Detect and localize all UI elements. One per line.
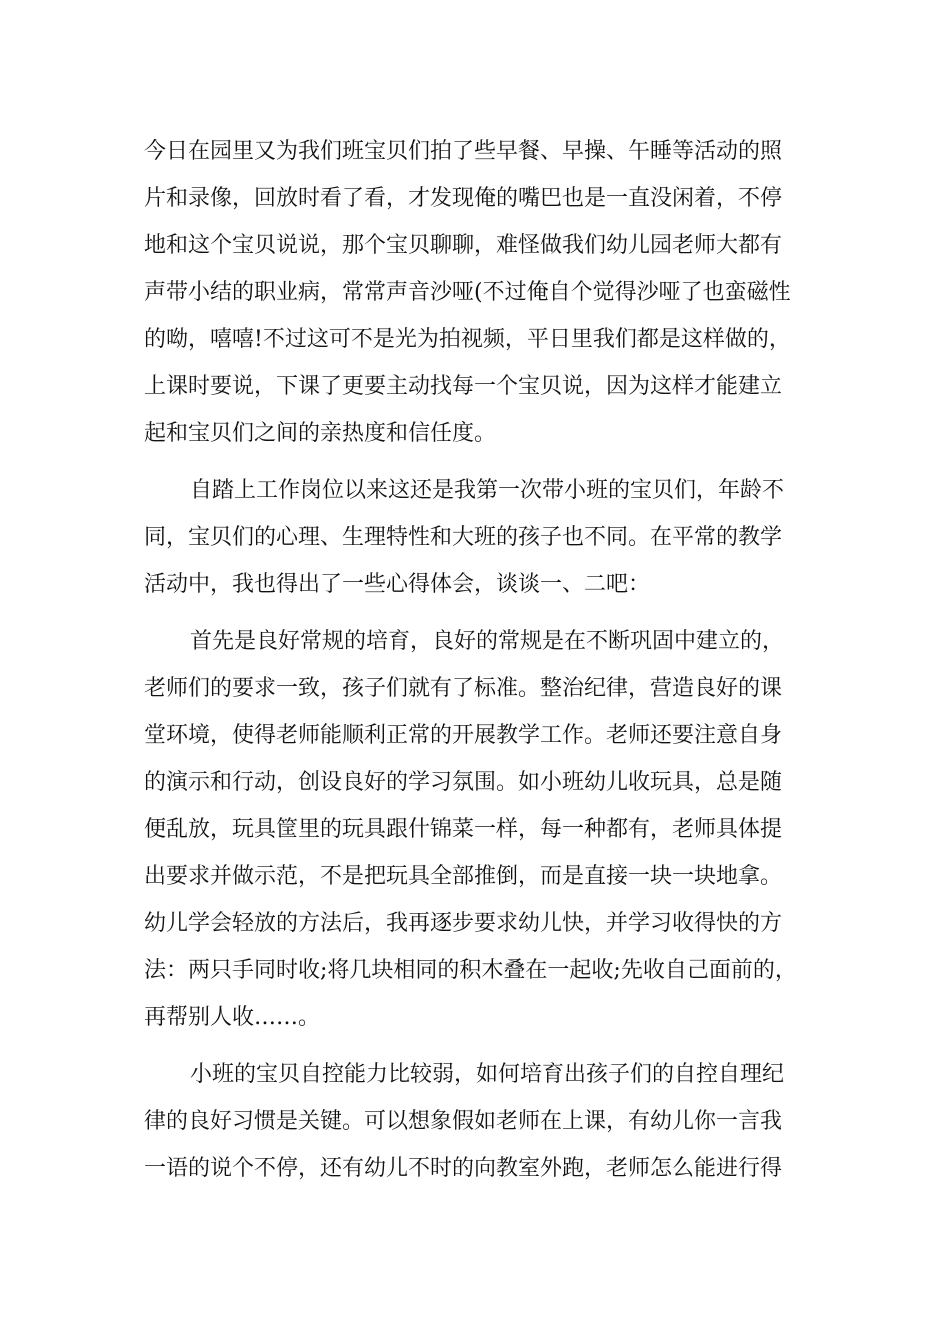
paragraph-2: [144, 467, 816, 608]
paragraph-1: [144, 128, 816, 457]
text-line: 活动中，我也得出了一些心得体会，谈谈一、二吧：: [144, 572, 651, 597]
text-line: 起和宝贝们之间的亲热度和信任度。: [144, 421, 497, 446]
paragraph-4: [144, 1051, 816, 1192]
text-line: 堂环境，使得老师能顺利正常的开展教学工作。老师还要注意自身: [144, 723, 783, 748]
text-line: 一语的说个不停，还有幼儿不时的向教室外跑，老师怎么能进行得: [144, 1156, 783, 1181]
paragraph-gap: [144, 457, 816, 467]
text-line: 律的良好习惯是关键。可以想象假如老师在上课，有幼儿你一言我: [144, 1109, 783, 1134]
text-line: 同，宝贝们的心理、生理特性和大班的孩子也不同。在平常的教学: [144, 525, 783, 550]
text-line: 的演示和行动，创设良好的学习氛围。如小班幼儿收玩具，总是随: [144, 770, 783, 795]
text-line: 便乱放，玩具筐里的玩具跟什锦菜一样，每一种都有，老师具体提: [144, 817, 783, 842]
text-line: 今日在园里又为我们班宝贝们拍了些早餐、早操、午睡等活动的照: [144, 139, 783, 164]
text-line: 法：两只手同时收;将几块相同的积木叠在一起收;先收自己面前的，: [144, 958, 797, 983]
text-line: 老师们的要求一致，孩子们就有了标准。整治纪律，营造良好的课: [144, 676, 783, 701]
text-line: 首先是良好常规的培育，良好的常规是在不断巩固中建立的，: [190, 629, 785, 654]
text-line: 幼儿学会轻放的方法后，我再逐步要求幼儿快，并学习收得快的方: [144, 911, 783, 936]
text-line: 自踏上工作岗位以来这还是我第一次带小班的宝贝们，年龄不: [190, 478, 785, 503]
paragraph-gap: [144, 1041, 816, 1051]
text-line: 的呦，嘻嘻!不过这可不是光为拍视频，平日里我们都是这样做的，: [144, 327, 791, 352]
text-line: 小班的宝贝自控能力比较弱，如何培育出孩子们的自控自理纪: [190, 1062, 785, 1087]
document-body: [144, 128, 816, 1192]
paragraph-3: [144, 618, 816, 1041]
text-line: 再帮别人收……。: [144, 1005, 321, 1030]
text-line: 出要求并做示范，不是把玩具全部推倒，而是直接一块一块地拿。: [144, 864, 783, 889]
paragraph-gap: [144, 608, 816, 618]
text-line: 地和这个宝贝说说，那个宝贝聊聊，难怪做我们幼儿园老师大都有: [144, 233, 783, 258]
text-line: 上课时要说，下课了更要主动找每一个宝贝说，因为这样才能建立: [144, 374, 783, 399]
text-line: 声带小结的职业病，常常声音沙哑(不过俺自个觉得沙哑了也蛮磁性: [144, 280, 791, 305]
text-line: 片和录像，回放时看了看，才发现俺的嘴巴也是一直没闲着，不停: [144, 186, 783, 211]
